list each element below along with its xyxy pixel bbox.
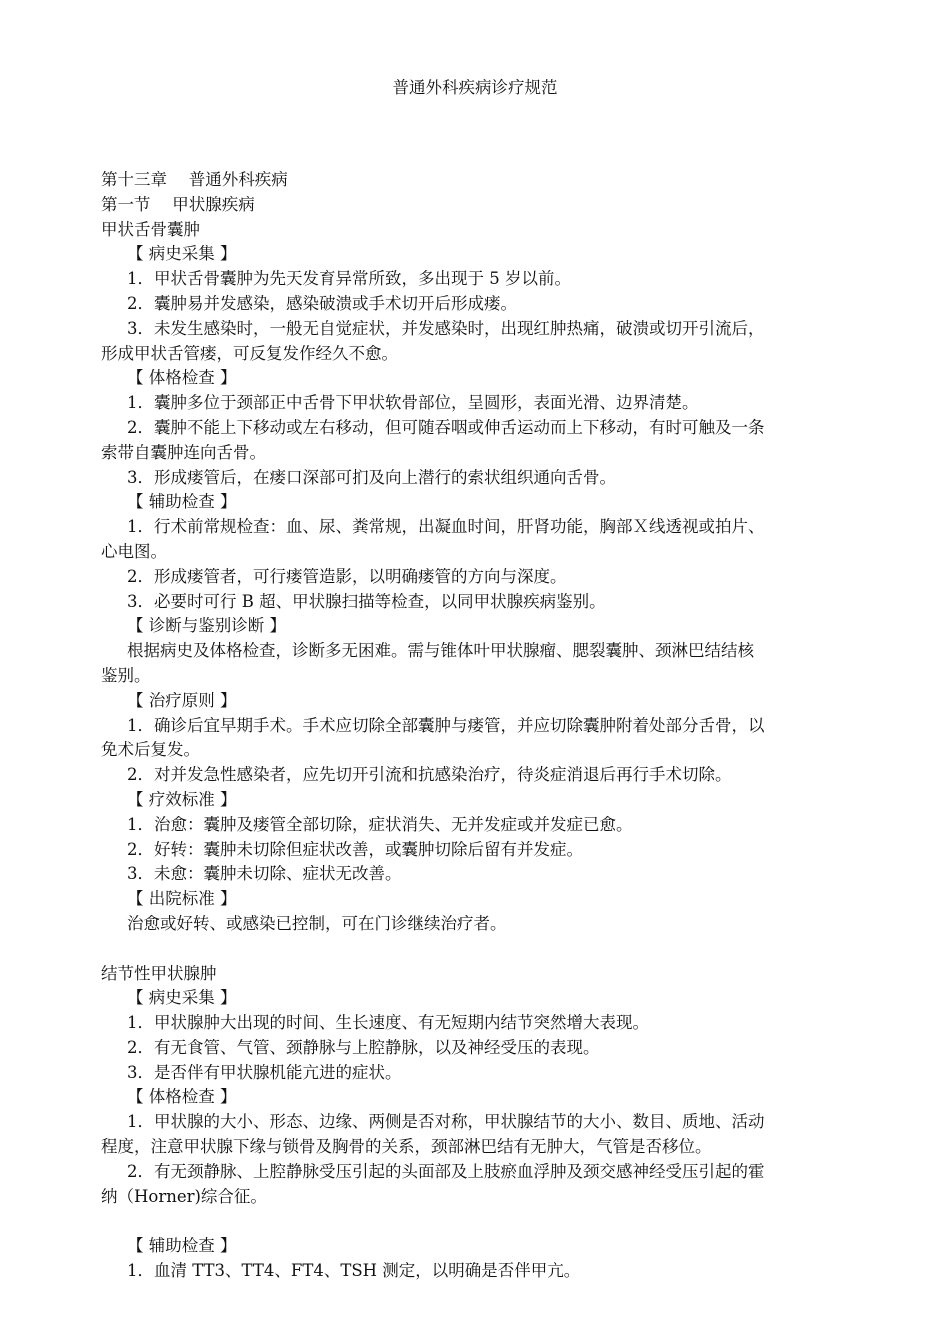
document-body: [101, 168, 864, 1284]
paragraph: 2．囊肿不能上下移动或左右移动，但可随吞咽或伸舌运动而上下移动，有时可触及一条: [127, 417, 765, 437]
paragraph-continuation: 纳（Horner)综合征。: [101, 1186, 267, 1206]
subheading-history: 【 病史采集 】: [127, 244, 237, 264]
paragraph-continuation: 鉴别。: [101, 665, 151, 685]
paragraph: 2．有无食管、气管、颈静脉与上腔静脉，以及神经受压的表现。: [127, 1037, 600, 1057]
chapter-heading: 第十三章 普通外科疾病: [101, 170, 288, 189]
paragraph: 1．甲状腺的大小、形态、边缘、两侧是否对称，甲状腺结节的大小、数目、质地、活动: [127, 1112, 765, 1132]
subheading-diagnosis: 【 诊断与鉴别诊断 】: [127, 616, 286, 636]
paragraph: 3．必要时可行 B 超、甲状腺扫描等检查，以同甲状腺疾病鉴别。: [127, 591, 606, 611]
document-title: 普通外科疾病诊疗规范: [392, 78, 558, 97]
paragraph: 根据病史及体格检查，诊断多无困难。需与锥体叶甲状腺瘤、腮裂囊肿、颈淋巴结结核: [127, 641, 754, 661]
subheading-history: 【 病史采集 】: [127, 988, 237, 1008]
paragraph: 1．行术前常规检查：血、尿、粪常规，出凝血时间，肝肾功能，胸部Ｘ线透视或拍片、: [127, 517, 765, 537]
paragraph: 1．甲状舌骨囊肿为先天发育异常所致，多出现于 5 岁以前。: [127, 269, 571, 289]
paragraph-continuation: 索带自囊肿连向舌骨。: [101, 442, 266, 462]
paragraph: 3．是否伴有甲状腺机能亢进的症状。: [127, 1062, 402, 1082]
paragraph-continuation: 形成甲状舌管瘘，可反复发作经久不愈。: [101, 343, 398, 363]
paragraph: 2．对并发急性感染者，应先切开引流和抗感染治疗，待炎症消退后再行手术切除。: [127, 765, 732, 785]
subheading-discharge: 【 出院标准 】: [127, 889, 237, 909]
paragraph: 2．形成瘘管者，可行瘘管造影，以明确瘘管的方向与深度。: [127, 566, 567, 586]
subheading-physical-exam: 【 体格检查 】: [127, 1087, 237, 1107]
paragraph: 3．未愈：囊肿未切除、症状无改善。: [127, 864, 402, 884]
paragraph-continuation: 程度，注意甲状腺下缘与锁骨及胸骨的关系，颈部淋巴结有无肿大，气管是否移位。: [101, 1137, 712, 1157]
paragraph: 2．好转：囊肿未切除但症状改善，或囊肿切除后留有并发症。: [127, 839, 583, 859]
spacer: [101, 1209, 864, 1234]
subheading-auxiliary-exam: 【 辅助检查 】: [127, 1236, 237, 1256]
paragraph: 1．确诊后宜早期手术。手术应切除全部囊肿与瘘管，并应切除囊肿附着处部分舌骨，以: [127, 715, 765, 735]
section-heading: 第一节 甲状腺疾病: [101, 194, 255, 214]
paragraph: 1．甲状腺肿大出现的时间、生长速度、有无短期内结节突然增大表现。: [127, 1013, 649, 1033]
paragraph: 1．治愈：囊肿及瘘管全部切除，症状消失、无并发症或并发症已愈。: [127, 814, 633, 834]
paragraph-continuation: 免术后复发。: [101, 740, 200, 760]
disease-heading: 结节性甲状腺肿: [101, 963, 217, 983]
subheading-auxiliary-exam: 【 辅助检查 】: [127, 492, 237, 512]
subheading-physical-exam: 【 体格检查 】: [127, 368, 237, 388]
paragraph: 1．血清 TT3、TT4、FT4、TSH 测定，以明确是否伴甲亢。: [127, 1261, 581, 1281]
paragraph: 2．有无颈静脉、上腔静脉受压引起的头面部及上肢瘀血浮肿及颈交感神经受压引起的霍: [127, 1161, 765, 1181]
disease-heading: 甲状舌骨囊肿: [101, 219, 200, 239]
paragraph: 2．囊肿易并发感染，感染破溃或手术切开后形成瘘。: [127, 293, 517, 313]
spacer: [101, 937, 864, 962]
paragraph-continuation: 心电图。: [101, 541, 167, 561]
subheading-efficacy: 【 疗效标准 】: [127, 789, 237, 809]
subheading-treatment: 【 治疗原则 】: [127, 690, 237, 710]
paragraph: 治愈或好转、或感染已控制，可在门诊继续治疗者。: [127, 913, 507, 933]
paragraph: 3．形成瘘管后，在瘘口深部可扪及向上潜行的索状组织通向舌骨。: [127, 467, 616, 487]
paragraph: 1．囊肿多位于颈部正中舌骨下甲状软骨部位，呈圆形，表面光滑、边界清楚。: [127, 393, 699, 413]
paragraph: 3．未发生感染时，一般无自觉症状，并发感染时，出现红肿热痛，破溃或切开引流后，: [127, 318, 765, 338]
